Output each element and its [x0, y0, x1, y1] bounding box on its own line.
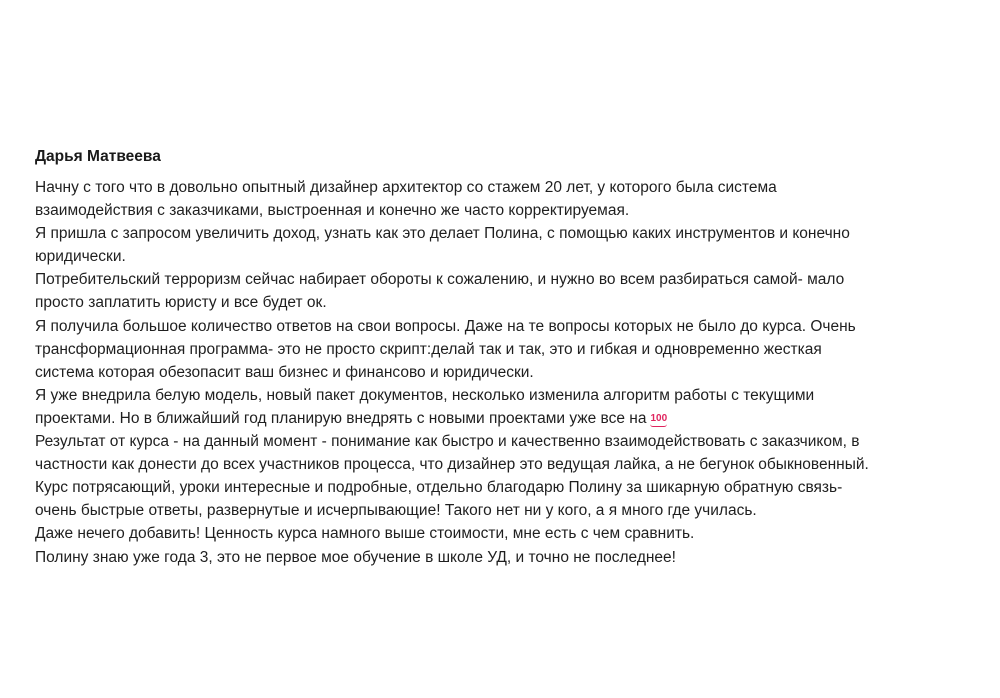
review-line: просто заплатить юристу и все будет ок.: [35, 294, 327, 312]
review-line: Результат от курса - на данный момент - понимание как быстро и качественно взаимодействовать с заказчиком, в: [35, 433, 860, 451]
review-card: [35, 146, 975, 569]
review-line: очень быстрые ответы, развернутые и исчерпывающие! Такого нет ни у кого, а я много где училась.: [35, 502, 757, 520]
review-line: частности как донести до всех участников процесса, что дизайнер это ведущая лайка, а не бегунок обыкновенный.: [35, 456, 869, 474]
review-line: Потребительский терроризм сейчас набирает обороты к сожалению, и нужно во всем разбираться самой- мало: [35, 271, 845, 289]
review-line: Я получила большое количество ответов на свои вопросы. Даже на те вопросы которых не было до курса. Очень: [35, 317, 856, 335]
review-line: юридически.: [35, 248, 126, 266]
review-line: система которая обезопасит ваш бизнес и финансово и юридически.: [35, 363, 534, 381]
review-line: Начну с того что в довольно опытный дизайнер архитектор со стажем 20 лет, у которого была система: [35, 179, 777, 196]
review-text: [35, 176, 975, 569]
review-line: взаимодействия с заказчиками, выстроенная и конечно же часто корректируемая.: [35, 202, 630, 220]
review-author: Дарья Матвеева: [35, 148, 161, 165]
review-line-with-emoji: [35, 407, 975, 430]
review-line: Курс потрясающий, уроки интересные и подробные, отдельно благодарю Полину за шикарную обратную связь-: [35, 479, 843, 497]
review-line: Я пришла с запросом увеличить доход, узнать как это делает Полина, с помощью каких инструментов и конечно: [35, 225, 850, 243]
hundred-points-emoji-icon: 100: [650, 414, 667, 427]
review-line-text: проектами. Но в ближайший год планирую внедрять с новыми проектами уже все на: [35, 409, 647, 427]
review-line: Даже нечего добавить! Ценность курса намного выше стоимости, мне есть с чем сравнить.: [35, 525, 695, 543]
review-line: трансформационная программа- это не просто скрипт:делай так и так, это и гибкая и одновременно жесткая: [35, 340, 822, 358]
review-line: Полину знаю уже года 3, это не первое мое обучение в школе УД, и точно не последнее!: [35, 548, 676, 566]
review-line: Я уже внедрила белую модель, новый пакет документов, несколько изменила алгоритм работы с текущими: [35, 386, 815, 404]
